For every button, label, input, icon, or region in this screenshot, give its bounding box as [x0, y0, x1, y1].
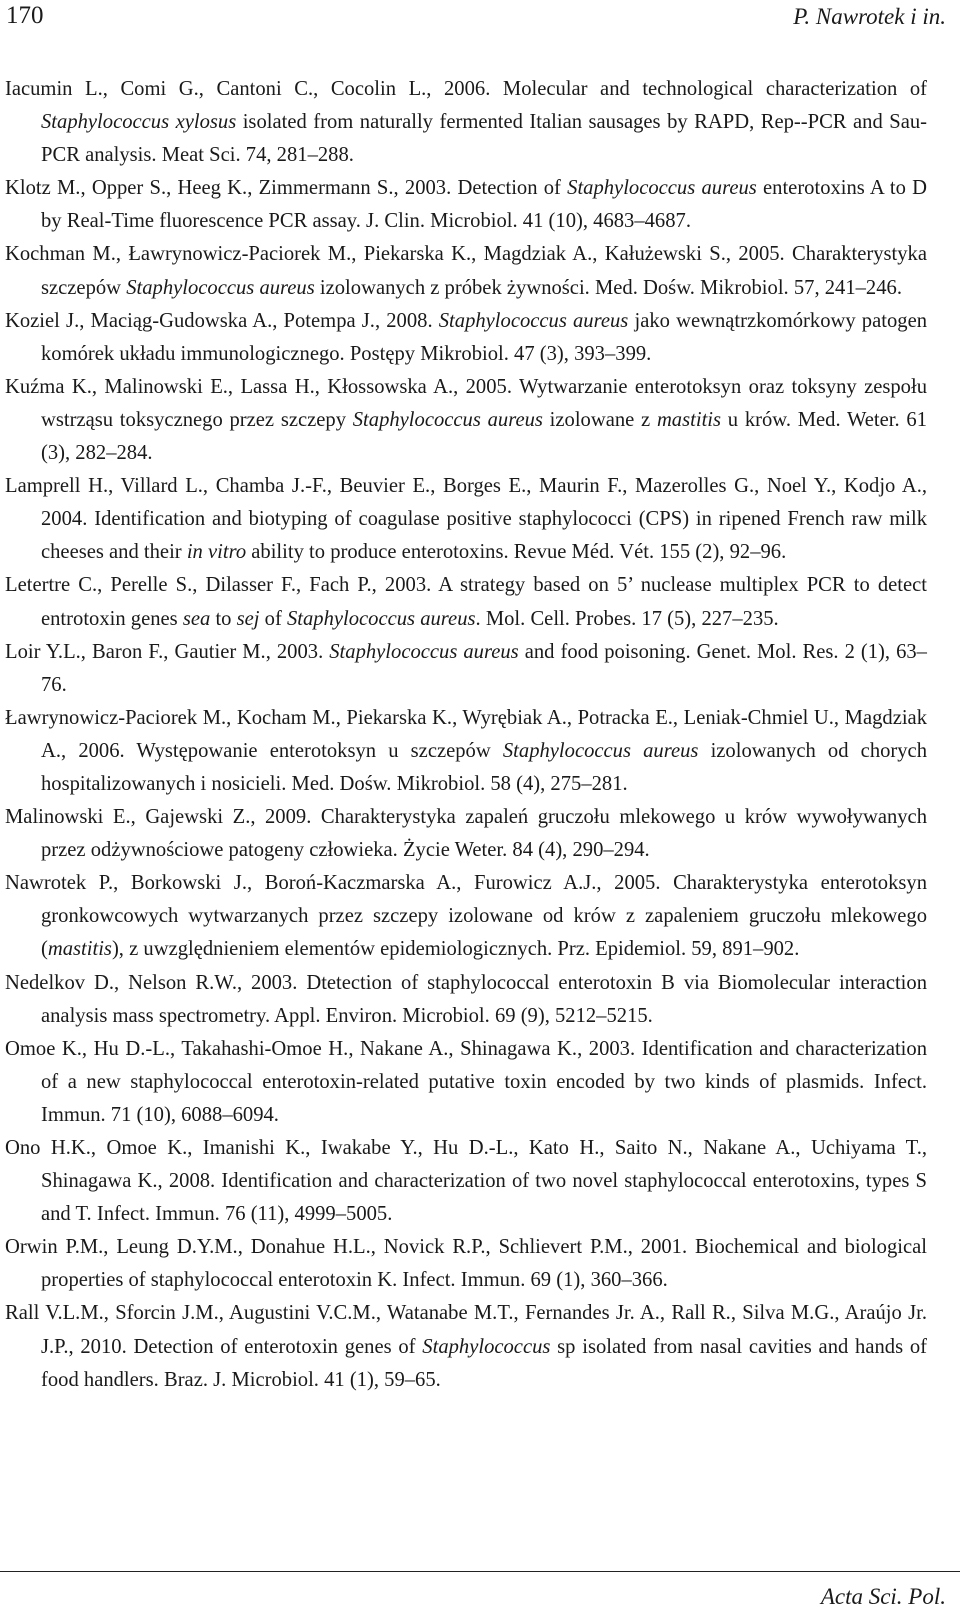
reference-text: Loir Y.L., Baron F., Gautier M., 2003. — [5, 640, 330, 663]
reference-italic-text: mastitis — [656, 408, 722, 431]
reference-text: . Mol. Cell. Probes. 17 (5), 227–235. — [475, 607, 779, 630]
reference-italic-text: Staphylococcus aureus — [286, 607, 476, 630]
reference-entry — [5, 305, 927, 371]
reference-entry — [5, 967, 927, 1033]
reference-text: Nawrotek P., Borkowski J., Boroń-Kaczmarska A., Furowicz A.J., 2005. Charakterystyka enterotoksyn gronkowcowych wytwarzanych przez szczepy izolowane od krów z zapaleniem gruczołu mlekowego ( — [5, 872, 927, 961]
reference-text: Ono H.K., Omoe K., Imanishi K., Iwakabe Y., Hu D.-L., Kato H., Saito N., Nakane A., Uchiyama T., Shinagawa K., 2008. Identification and characterization of two novel staphylococcal enterotoxins, types S and T. Infect. Immun. 76 (11), 4999–5005. — [5, 1137, 927, 1226]
reference-text: u krów. Med. Weter. 61 (3), 282–284. — [41, 408, 928, 465]
reference-text: jako wewnątrzkomórkowy patogen komórek układu immunologicznego. Postępy Mikrobiol. 47 (3), 393–399. — [41, 309, 928, 365]
reference-entry — [5, 371, 927, 470]
journal-name: Acta Sci. Pol. — [820, 1584, 946, 1609]
reference-text: Letertre C., Perelle S., Dilasser F., Fach P., 2003. A strategy based on 5’ nuclease multiplex PCR to detect entrotoxin genes — [5, 574, 927, 630]
reference-entry — [5, 1231, 927, 1297]
reference-italic-text: Staphylococcus aureus — [329, 640, 519, 663]
reference-italic-text: Staphylococcus aureus — [352, 408, 543, 431]
reference-entry — [5, 470, 927, 569]
reference-text: and food poisoning. Genet. Mol. Res. 2 (1), 63–76. — [41, 640, 927, 696]
reference-text: Kuźma K., Malinowski E., Lassa H., Kłossowska A., 2005. Wytwarzanie enterotoksyn oraz toksyny zespołu wstrząsu toksycznego przez szczepy — [5, 375, 927, 431]
reference-text: sp isolated from nasal cavities and hands of food handlers. Braz. J. Microbiol. 41 (1), 59–65. — [41, 1335, 927, 1391]
reference-italic-text: Staphylococcus aureus — [567, 177, 757, 200]
reference-text: Iacumin L., Comi G., Cantoni C., Cocolin L., 2006. Molecular and technological characterization of — [5, 78, 927, 100]
reference-list — [5, 73, 927, 1397]
footer-rule — [0, 1571, 960, 1572]
reference-text: izolowanych z próbek żywności. Med. Dośw. Mikrobiol. 57, 241–246. — [314, 276, 902, 299]
reference-text: Ławrynowicz-Paciorek M., Kocham M., Piekarska K., Wyrębiak A., Potracka E., Leniak-Chmiel U., Magdziak A., 2006. Występowanie enterotoksyn u szczepów — [5, 706, 927, 762]
reference-text: Orwin P.M., Leung D.Y.M., Donahue H.L., Novick R.P., Schlievert P.M., 2001. Biochemical and biological properties of staphylococcal enterotoxin K. Infect. Immun. 69 (1), 360–366. — [5, 1236, 927, 1292]
reference-italic-text: Staphylococcus xylosus — [41, 111, 237, 134]
reference-entry — [5, 238, 927, 304]
reference-italic-text: Staphylococcus aureus — [438, 309, 629, 332]
reference-italic-text: Staphylococcus aureus — [502, 739, 699, 762]
reference-italic-text: sej — [236, 607, 260, 630]
page-number: 170 — [6, 2, 44, 29]
running-head: P. Nawrotek i in. — [793, 4, 946, 29]
reference-entry — [5, 1033, 927, 1132]
reference-text: to — [210, 607, 237, 630]
reference-entry — [5, 636, 927, 702]
reference-text: Malinowski E., Gajewski Z., 2009. Charakterystyka zapaleń gruczołu mlekowego u krów wywoływanych przez odżywnościowe patogeny człowieka. Życie Weter. 84 (4), 290–294. — [5, 806, 927, 862]
reference-text: ), z uwzględnieniem elementów epidemiologicznych. Prz. Epidemiol. 59, 891–902. — [111, 938, 800, 961]
reference-text: Koziel J., Maciąg-Gudowska A., Potempa J., 2008. — [5, 309, 439, 332]
reference-text: enterotoxins A to D by Real-Time fluorescence PCR assay. J. Clin. Microbiol. 41 (10), 4683–4687. — [41, 177, 928, 233]
reference-text: ability to produce enterotoxins. Revue Méd. Vét. 155 (2), 92–96. — [246, 541, 787, 564]
reference-entry — [5, 867, 927, 966]
reference-text: Kochman M., Ławrynowicz-Paciorek M., Piekarska K., Magdziak A., Kałużewski S., 2005. Charakterystyka szczepów — [5, 243, 927, 299]
reference-text: Nedelkov D., Nelson R.W., 2003. Dtetection of staphylococcal enterotoxin B via Biomolecular interaction analysis mass spectrometry. Appl. Environ. Microbiol. 69 (9), 5212–5215. — [5, 971, 927, 1027]
reference-italic-text: Staphylococcus — [422, 1335, 551, 1358]
reference-text: izolowanych od chorych hospitalizowanych i nosicieli. Med. Dośw. Mikrobiol. 58 (4), 275–281. — [41, 739, 927, 795]
reference-italic-text: in vitro — [186, 541, 247, 564]
reference-entry — [5, 172, 927, 238]
reference-text: Rall V.L.M., Sforcin J.M., Augustini V.C.M., Watanabe M.T., Fernandes Jr. A., Rall R., Silva M.G., Araújo Jr. J.P., 2010. Detection of enterotoxin genes of — [5, 1302, 927, 1358]
reference-italic-text: mastitis — [47, 938, 112, 961]
reference-text: Klotz M., Opper S., Heeg K., Zimmermann S., 2003. Detection of — [5, 177, 568, 200]
reference-entry — [5, 801, 927, 867]
reference-entry — [5, 1132, 927, 1231]
reference-entry — [5, 569, 927, 635]
reference-text: isolated from naturally fermented Italian sausages by RAPD, Rep--PCR and Sau-PCR analysis. Meat Sci. 74, 281–288. — [41, 111, 927, 167]
reference-entry — [5, 702, 927, 801]
reference-text: Lamprell H., Villard L., Chamba J.-F., Beuvier E., Borges E., Maurin F., Mazerolles G., Noel Y., Kodjo A., 2004. Identification and biotyping of coagulase positive staphylococci (CPS) in ripened French raw milk cheeses and their — [5, 475, 927, 564]
reference-text: Omoe K., Hu D.-L., Takahashi-Omoe H., Nakane A., Shinagawa K., 2003. Identification and characterization of a new staphylococcal enterotoxin-related putative toxin encoded by two kinds of plasmids. Infect. Immun. 71 (10), 6088–6094. — [5, 1037, 927, 1126]
reference-text: of — [259, 607, 287, 630]
reference-italic-text: Staphylococcus aureus — [126, 276, 315, 299]
reference-entry — [5, 1297, 927, 1396]
reference-text: izolowane z — [542, 408, 657, 431]
reference-entry — [5, 73, 927, 172]
reference-italic-text: sea — [182, 607, 211, 630]
